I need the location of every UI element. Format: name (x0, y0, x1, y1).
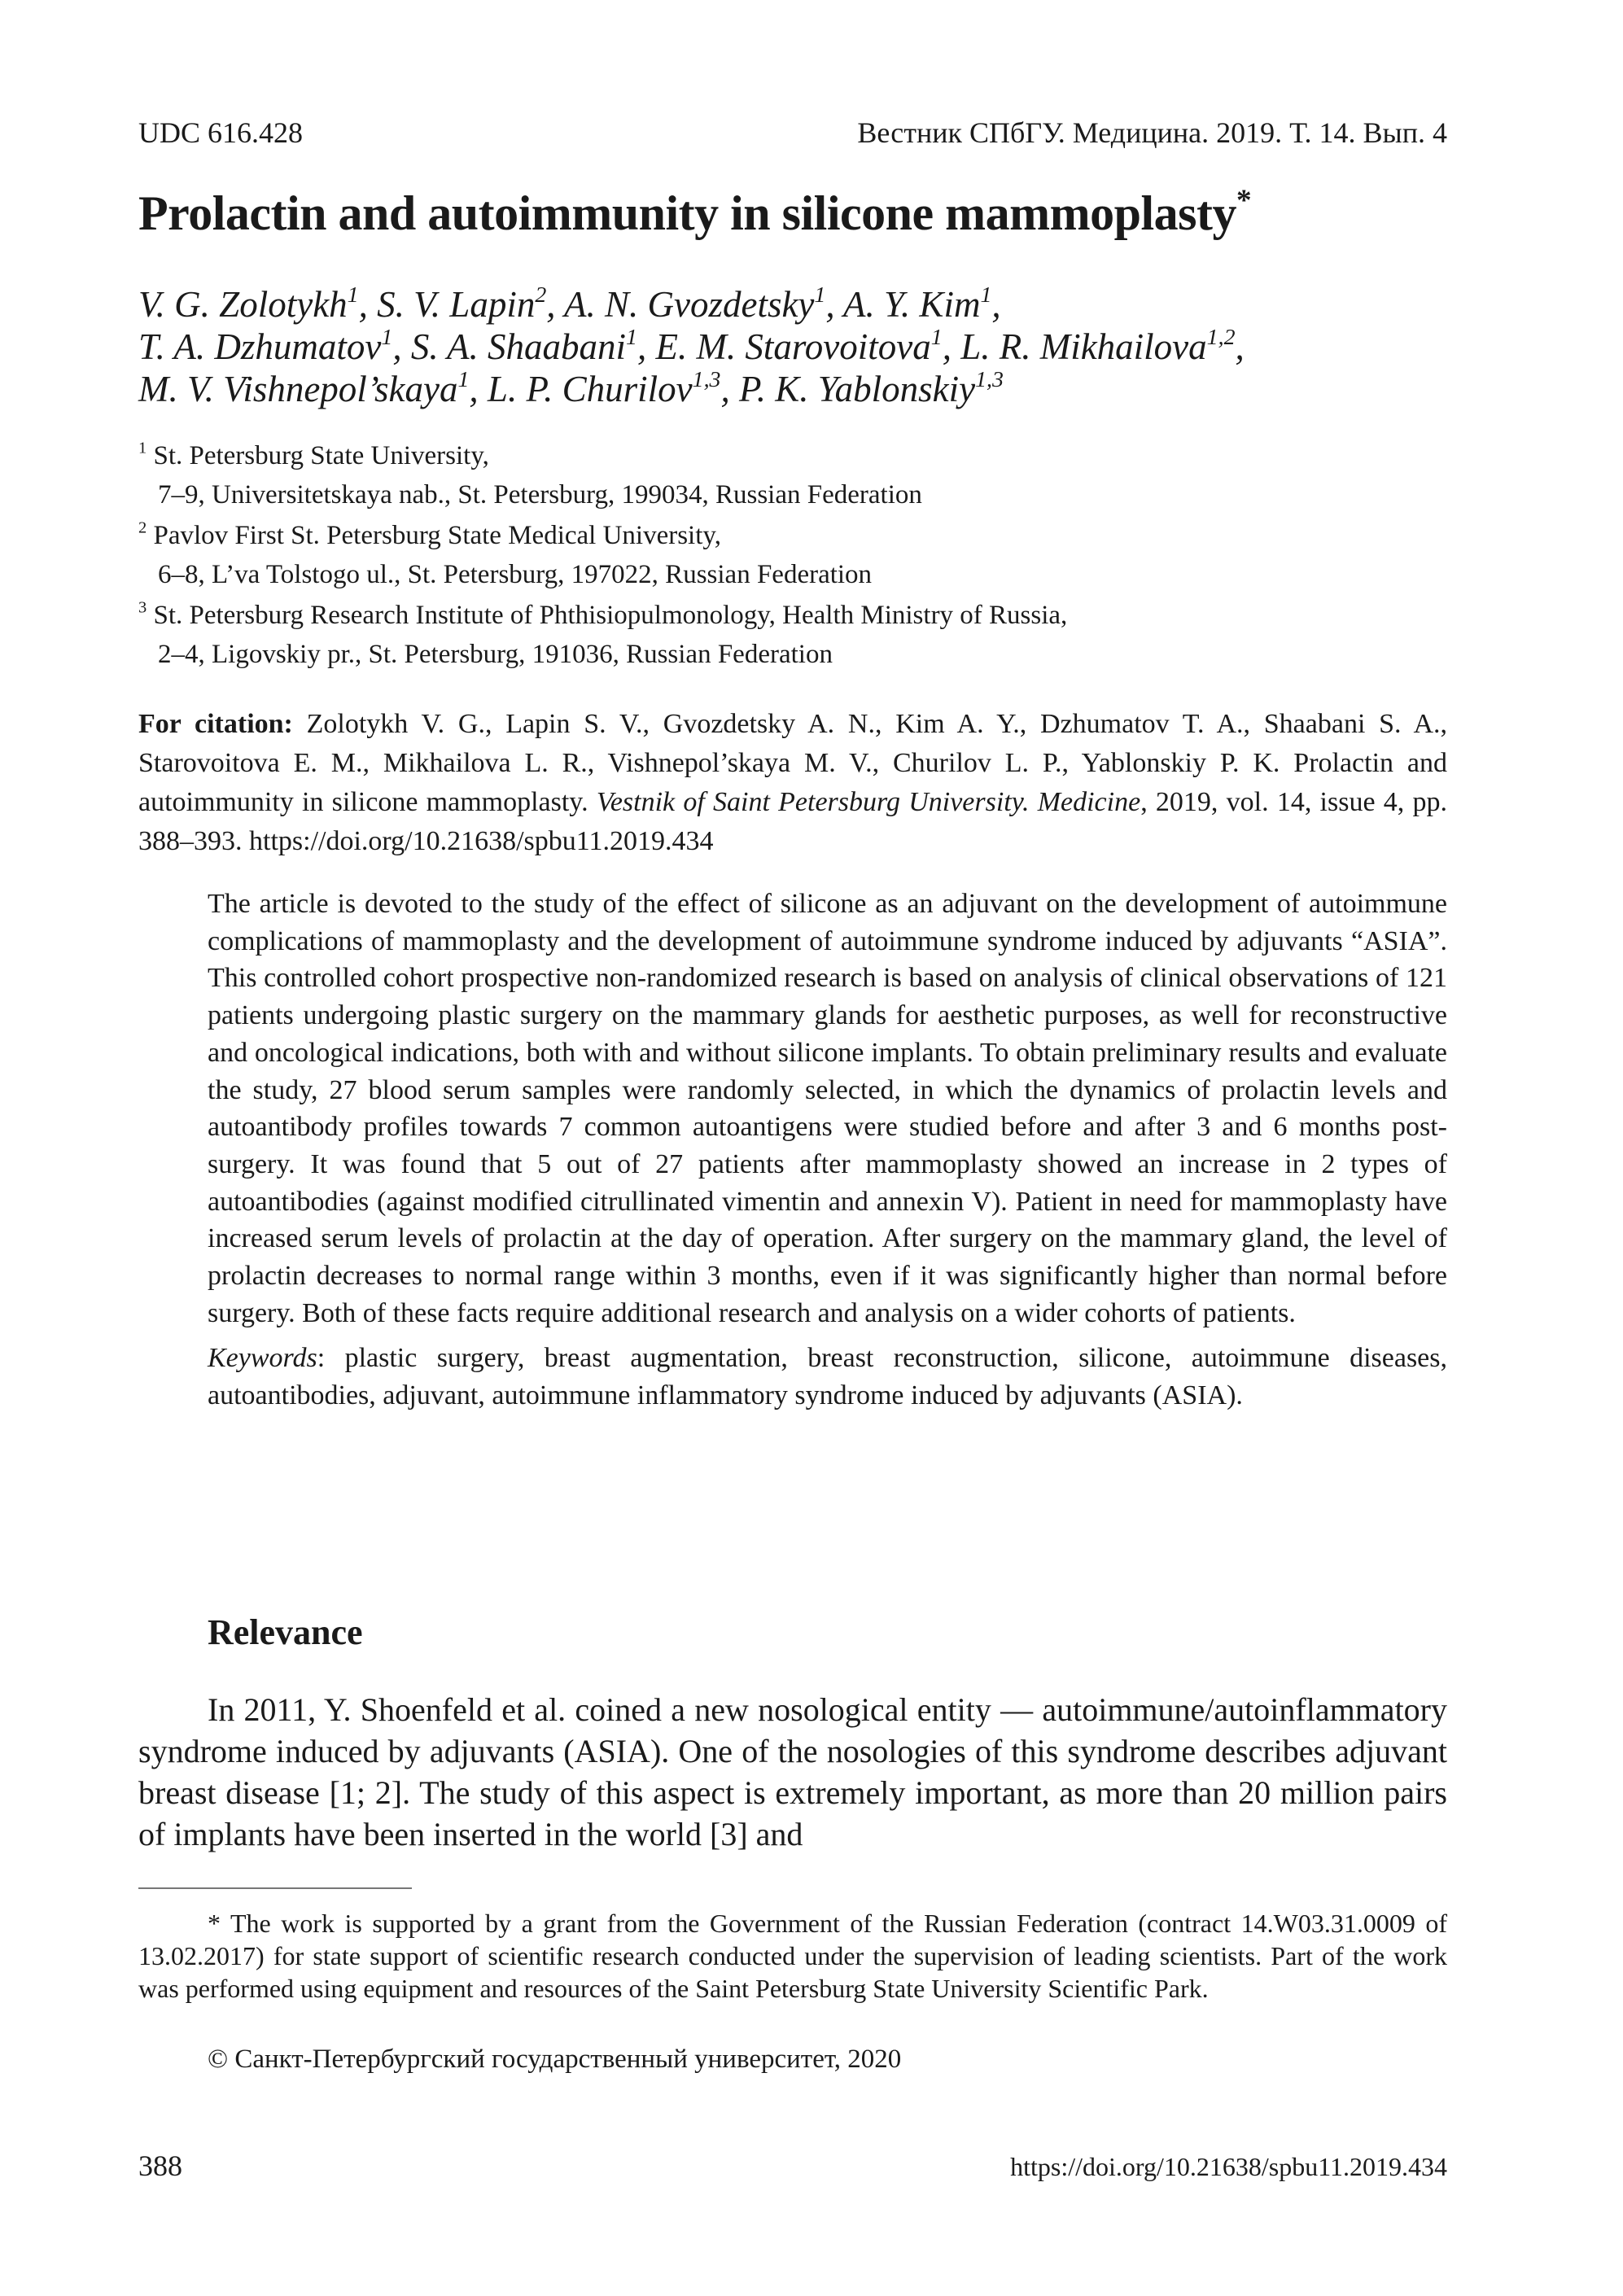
author-list (138, 283, 1245, 410)
author-name: A. N. Gvozdetsky (563, 284, 815, 325)
udc-code: UDC 616.428 (138, 116, 304, 149)
author-name: P. K. Yablonskiy (739, 369, 976, 409)
author-affiliation-ref: 1,3 (975, 366, 1004, 392)
affiliation-name: Pavlov First St. Petersburg State Medical University, (153, 521, 721, 550)
affiliation-number: 3 (138, 598, 147, 617)
author-name: A. Y. Kim (843, 284, 981, 325)
keywords-label: Keywords (208, 1343, 317, 1374)
article-title (138, 183, 1252, 242)
author-affiliation-ref: 2 (535, 282, 547, 308)
citation-block (138, 705, 1447, 861)
journal-header: Вестник СПбГУ. Медицина. 2019. Т. 14. Вып. 4 (857, 116, 1447, 149)
body-paragraph: In 2011, Y. Shoenfeld et al. coined a new nosological entity — autoimmune/autoinflammatory syndrome induced by adjuvants (ASIA). One of the nosologies of this syndrome describes adjuvant breast disease [1; 2]. The study of this aspect is extremely important, as more than 20 million pairs of implants have been inserted in the world [3] and (138, 1691, 1447, 1852)
author-line: T. A. Dzhumatov$^1$, S. A. Shaabani$^1$, E. M. Starovoitova$^1$, L. R. Mikhailova$^{1,2}$, (138, 324, 1245, 367)
affiliation-item (138, 516, 1457, 594)
citation-label: For citation: (138, 709, 293, 739)
author-affiliation-ref: 1 (347, 282, 359, 308)
affiliation-address: 7–9, Universitetskaya nab., St. Petersburg, 199034, Russian Federation (158, 480, 922, 509)
author-name: S. A. Shaabani (410, 326, 626, 367)
page-number: 388 (138, 2149, 182, 2182)
footer-doi-link[interactable]: https://doi.org/10.21638/spbu11.2019.434 (1010, 2152, 1447, 2181)
affiliation-name: St. Petersburg Research Institute of Phthisiopulmonology, Health Ministry of Russia, (153, 601, 1068, 630)
affiliation-number: 1 (138, 439, 147, 457)
author-name: M. V. Vishnepol’skaya (138, 369, 458, 409)
author-name: L. R. Mikhailova (960, 326, 1207, 367)
author-affiliation-ref: 1 (626, 324, 637, 350)
section-heading: Relevance (208, 1612, 363, 1652)
author-line: V. G. Zolotykh$^1$, S. V. Lapin$^2$, A. N. Gvozdetsky$^1$, A. Y. Kim$^1$, (138, 282, 1001, 325)
author-name: E. M. Starovoitova (655, 326, 931, 367)
author-affiliation-ref: 1,2 (1206, 324, 1236, 350)
affiliation-address: 2–4, Ligovskiy pr., St. Petersburg, 191036, Russian Federation (158, 640, 833, 669)
keywords (208, 1340, 1447, 1414)
author-affiliation-ref: 1 (980, 282, 992, 308)
title-footnote-marker: * (1236, 183, 1252, 217)
footnote-divider (138, 1887, 412, 1889)
citation-journal: Vestnik of Saint Petersburg University. Medicine (596, 787, 1141, 817)
abstract-text: The article is devoted to the study of the effect of silicone as an adjuvant on the development of autoimmune complications of mammoplasty and the development of autoimmune syndrome induced by adjuvants “ASIA”. This controlled cohort prospective non-randomized research is based on analysis of clinical observations of 121 patients undergoing plastic surgery on the mammary glands for aesthetic purposes, as well for reconstructive and oncological indications, both with and without silicone implants. To obtain preliminary results and evaluate the study, 27 blood serum samples were randomly selected, in which the dynamics of prolactin levels and autoantibody profiles towards 7 common autoantigens were studied before and after 3 and 6 months post-surgery. It was found that 5 out of 27 patients after mammoplasty showed an increase in 2 types of autoantibodies (against modified citrullinated vimentin and annexin V). Patient in need for mammoplasty have increased serum levels of prolactin at the day of operation. After surgery on the mammary gland, the level of prolactin decreases to normal range within 3 months, even if it was significantly higher than normal before surgery. Both of these facts require additional research and analysis on a wider cohorts of patients. (208, 889, 1447, 1328)
abstract-block (208, 886, 1447, 1415)
author-affiliation-ref: 1 (381, 324, 393, 350)
footnote: * The work is supported by a grant from the Government of the Russian Federation (contract 14.W03.31.0009 of 13.02.2017) for state support of scientific research conducted under the supervision of leading scientists. Part of the work was performed using equipment and resources of the Saint Petersburg State University Scientific Park. (138, 1909, 1447, 2003)
author-line: M. V. Vishnepol’skaya$^1$, L. P. Churilov$^{1,3}$, P. K. Yablonskiy$^{1,3}$ (138, 366, 1004, 409)
affiliation-item (138, 596, 1457, 674)
author-affiliation-ref: 1,3 (692, 366, 721, 392)
citation-details: , 2019, vol. 14, issue 4, pp. 388–393. https://doi.org/10.21638/spbu11.2019.434 (138, 787, 1448, 856)
author-name: V. G. Zolotykh (138, 284, 348, 325)
affiliations (138, 436, 1457, 676)
title-text: Prolactin and autoimmunity in silicone mammoplasty (138, 186, 1236, 240)
citation-text: Zolotykh V. G., Lapin S. V., Gvozdetsky A. N., Kim A. Y., Dzhumatov T. A., Shaabani S. A., Starovoitova E. M., Mikhailova L. R., Vishnepol’skaya M. V., Churilov L. P., Yablonskiy P. K. Prolactin and autoimmunity in silicone mammoplasty. (138, 709, 1447, 817)
affiliation-number: 2 (138, 518, 147, 537)
keywords-text: : plastic surgery, breast augmentation, breast reconstruction, silicone, autoimmune diseases, autoantibodies, adjuvant, autoimmune inflammatory syndrome induced by adjuvants (ASIA). (208, 1343, 1447, 1411)
affiliation-address: 6–8, L’va Tolstogo ul., St. Petersburg, 197022, Russian Federation (158, 560, 873, 589)
author-name: S. V. Lapin (377, 284, 536, 325)
affiliation-item (138, 436, 1457, 514)
copyright-notice: © Санкт-Петербургский государственный университет, 2020 (208, 2045, 902, 2074)
author-affiliation-ref: 1 (930, 324, 943, 350)
author-affiliation-ref: 1 (814, 282, 826, 308)
author-name: T. A. Dzhumatov (138, 326, 382, 367)
author-affiliation-ref: 1 (457, 366, 470, 392)
affiliation-name: St. Petersburg State University, (153, 441, 489, 470)
author-name: L. P. Churilov (487, 369, 693, 409)
